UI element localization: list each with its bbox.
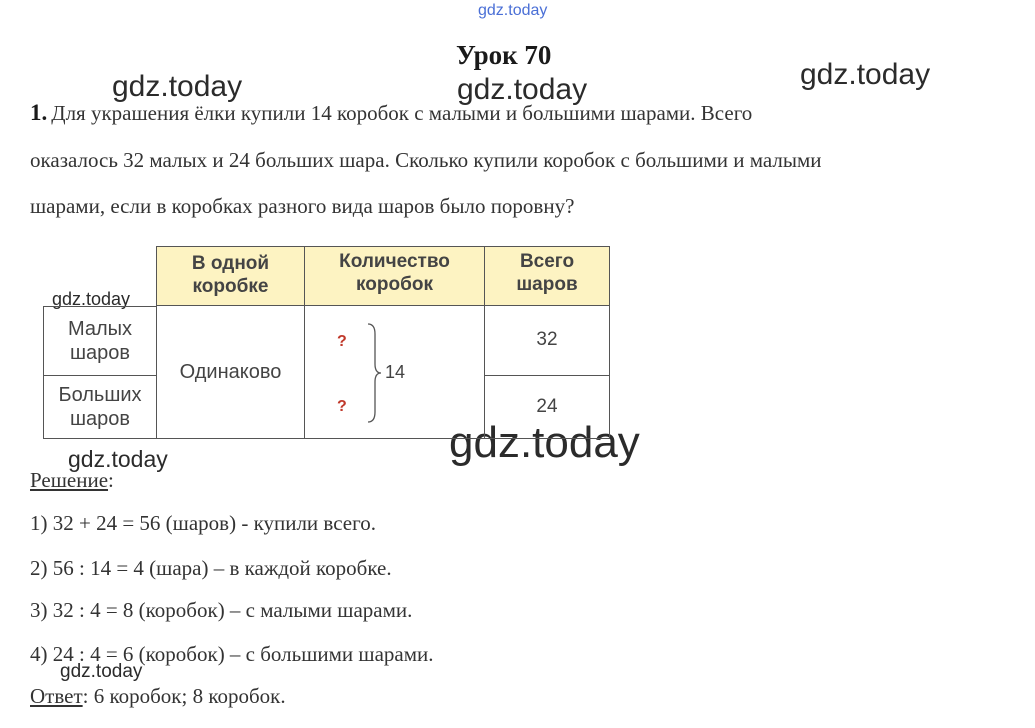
task-line-1 (30, 100, 752, 126)
solution-step: 2) 56 : 14 = 4 (шара) – в каждой коробке. (30, 556, 392, 580)
row-label-line: шаров (69, 408, 131, 430)
row-label-small (43, 306, 157, 376)
watermark: gdz.today (60, 661, 143, 682)
solution-heading-colon: : (108, 468, 114, 492)
per-box-value: Одинаково (156, 305, 305, 439)
table-header-box-count (304, 246, 485, 306)
header-line: коробок (356, 273, 433, 295)
watermark: gdz.today (68, 446, 168, 472)
answer (30, 684, 286, 709)
task-line-3: шарами, если в коробках разного вида шаров было поровну? (30, 194, 575, 218)
lesson-title: Урок 70 (456, 40, 552, 70)
watermark: gdz.today (478, 2, 548, 19)
watermark: gdz.today (112, 70, 243, 103)
watermark: gdz.today (457, 73, 588, 106)
solution-step: 1) 32 + 24 = 56 (шаров) - купили всего. (30, 511, 376, 535)
header-line: Всего (519, 251, 575, 272)
solution-heading-label: Решение (30, 468, 109, 492)
answer-label: Ответ (30, 684, 83, 708)
row-label-line: Малых (67, 318, 133, 340)
solution-step: 4) 24 : 4 = 6 (коробок) – с большими шарами. (30, 642, 434, 666)
header-line: коробке (192, 276, 269, 297)
watermark: gdz.today (52, 289, 131, 309)
task-number: 1. (30, 100, 48, 125)
watermark: gdz.today (449, 418, 640, 467)
boxes-total: 14 (385, 362, 406, 382)
answer-text: : 6 коробок; 8 коробок. (82, 684, 286, 708)
header-line: шаров (516, 273, 578, 295)
total-small: 32 (484, 305, 610, 376)
table-header-per-box (156, 246, 305, 306)
curly-brace-icon (366, 322, 382, 424)
watermark: gdz.today (800, 58, 931, 91)
solution-step: 3) 32 : 4 = 8 (коробок) – с малыми шарами. (30, 598, 413, 622)
solution-heading (30, 468, 114, 493)
row-label-line: шаров (69, 342, 131, 364)
row-label-line: Больших (58, 384, 142, 406)
header-line: В одной (191, 253, 270, 275)
table-header-total (484, 246, 610, 306)
large-count-question: ? (337, 398, 347, 415)
task-line-2: оказалось 32 малых и 24 больших шара. Сколько купили коробок с большими и малыми (30, 148, 822, 172)
row-label-large (43, 375, 157, 439)
total-large: 24 (484, 375, 610, 439)
task-text: Для украшения ёлки купили 14 коробок с малыми и большими шарами. Всего (51, 101, 753, 125)
header-line: Количество (339, 251, 450, 272)
small-count-question: ? (337, 333, 347, 350)
